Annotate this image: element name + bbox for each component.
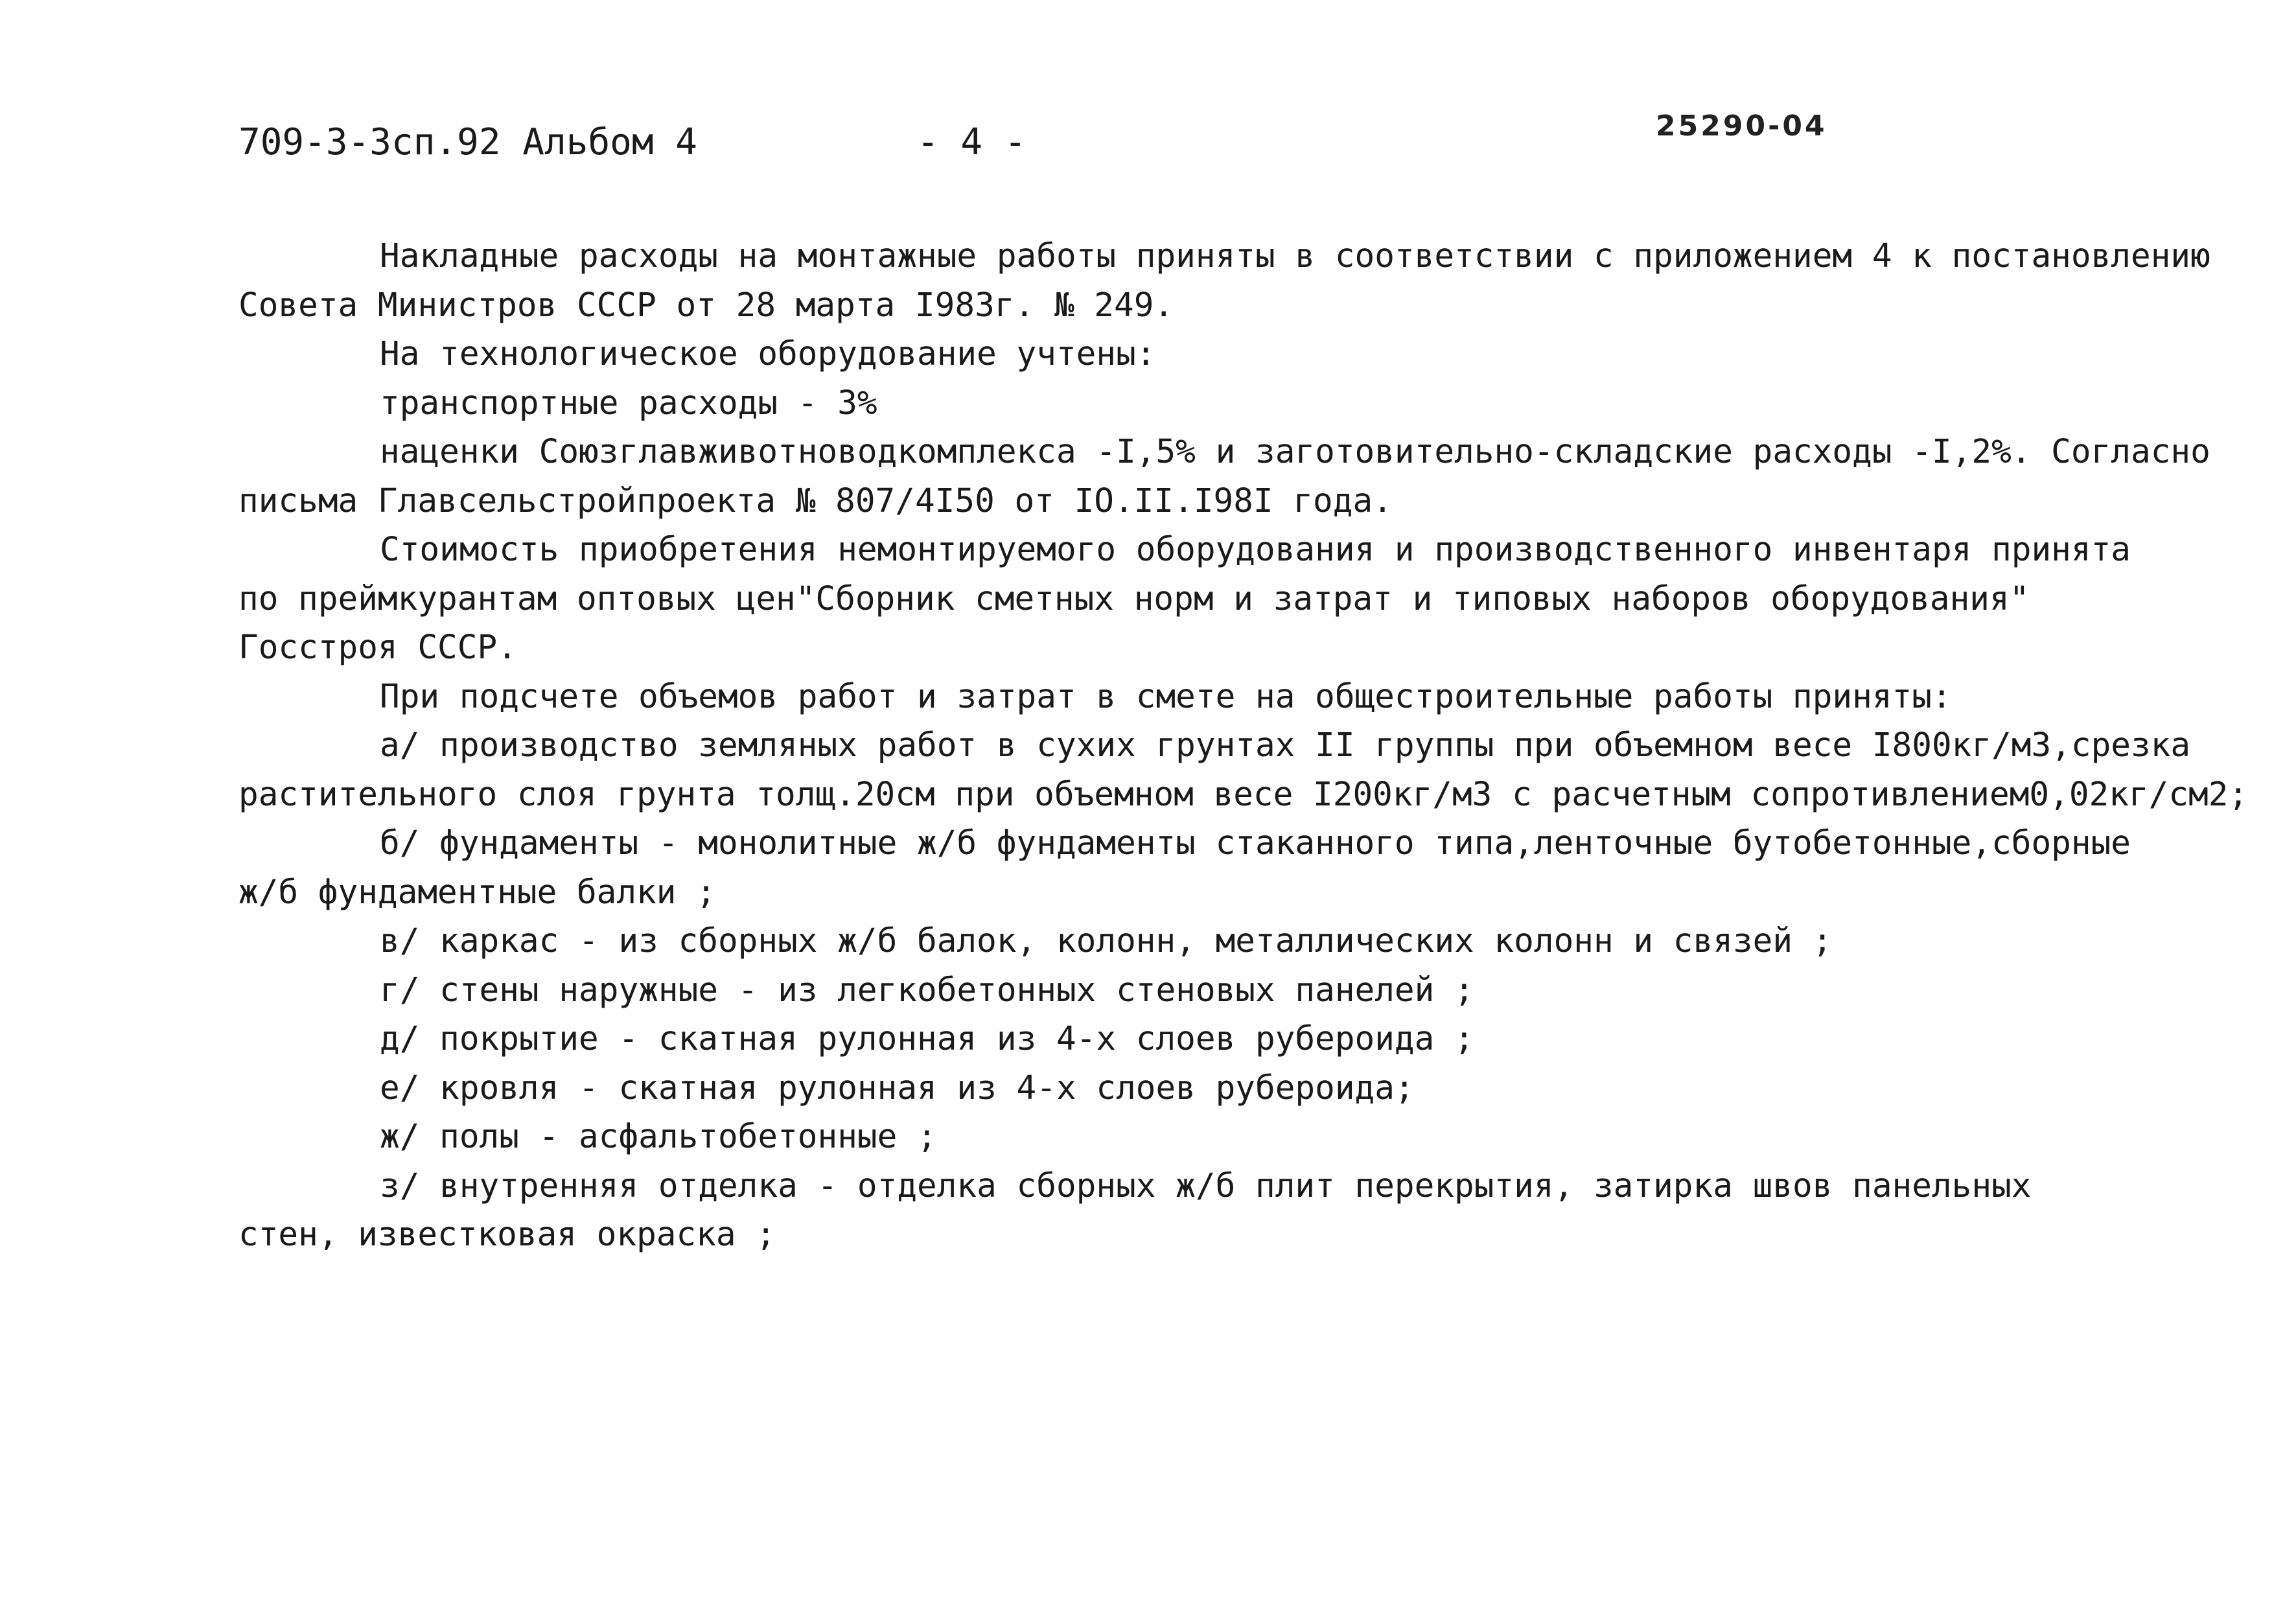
text-line: транспортные расходы - 3% — [380, 384, 877, 422]
text-line: наценки Союзглавживотноводкомплекса -I,5% и заготовительно-складские расходы -I,2%. Согласно — [380, 433, 2210, 471]
text-line: Стоимость приобретения немонтируемого оборудования и производственного инвентаря принята — [380, 531, 2131, 569]
text-line: стен, известковая окраска ; — [238, 1216, 776, 1254]
list-item-v: в/ каркас - из сборных ж/б балок, колонн, металлических колонн и связей ; — [380, 922, 1833, 960]
list-item-a: а/ производство земляных работ в сухих грунтах II группы при объемном весе I800кг/м3,срезка — [380, 726, 2191, 765]
list-item-b: б/ фундаменты - монолитные ж/б фундаменты стаканного типа,ленточные бутобетонные,сборные — [380, 824, 2131, 862]
text-line: На технологическое оборудование учтены: — [380, 335, 1156, 373]
list-item-z: з/ внутренняя отделка - отделка сборных ж/б плит перекрытия, затирка швов панельных — [380, 1166, 2032, 1205]
archive-stamp: 25290-04 — [1656, 110, 1827, 143]
text-line: При подсчете объемов работ и затрат в смете на общестроительные работы приняты: — [380, 677, 1952, 716]
list-item-g: г/ стены наружные - из легкобетонных стеновых панелей ; — [380, 971, 1474, 1010]
text-line: ж/б фундаментные балки ; — [238, 873, 716, 912]
text-line: по преймкурантам оптовых цен"Сборник сметных норм и затрат и типовых наборов оборудования" — [238, 579, 2030, 618]
list-item-e: е/ кровля - скатная рулонная из 4-х слоев рубероида; — [380, 1069, 1415, 1107]
list-item-zh: ж/ полы - асфальтобетонные ; — [380, 1118, 937, 1156]
document-code: 709-3-3сп.92 Альбом 4 — [238, 121, 698, 163]
text-line: Совета Министров СССР от 28 марта I983г. № 249. — [238, 286, 1174, 325]
text-line: растительного слоя грунта толщ.20см при объемном весе I200кг/м3 с расчетным сопротивлением0,02кг/см2; — [238, 775, 2249, 814]
list-item-d: д/ покрытие - скатная рулонная из 4-х слоев рубероида ; — [380, 1020, 1474, 1058]
text-line: письма Главсельстройпроекта № 807/4I50 от IO.II.I98I года. — [238, 481, 1393, 520]
page-number: - 4 - — [917, 121, 1026, 163]
text-line: Госстроя СССР. — [238, 629, 517, 667]
text-line: Накладные расходы на монтажные работы приняты в соответствии с приложением 4 к постановлению — [380, 237, 2210, 275]
document-body — [238, 232, 2267, 1260]
